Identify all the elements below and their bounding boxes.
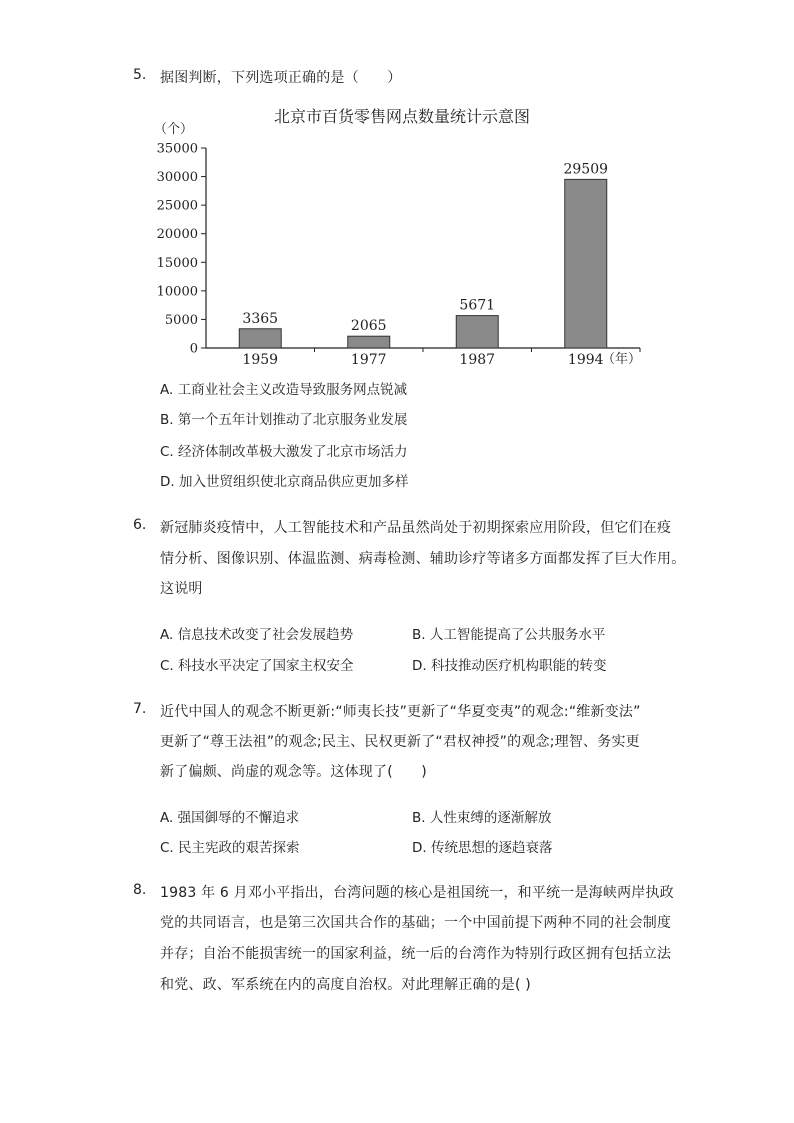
- option-d: D. 科技推动医疗机构职能的转变: [412, 658, 607, 674]
- question-line: 更新了“尊王法祖”的观念;民主、民权更新了“君权神授”的观念;理智、务实更: [160, 734, 640, 750]
- y-tick-label: 10000: [156, 284, 198, 300]
- question-line: 和党、政、军系统在内的高度自治权。对此理解正确的是( ): [160, 977, 531, 993]
- x-tick-label: 1994: [567, 352, 604, 368]
- question-number: 6.: [133, 517, 147, 533]
- bar: [456, 316, 498, 348]
- option-c: C. 民主宪政的艰苦探索: [160, 840, 300, 856]
- chart-title: 北京市百货零售网点数量统计示意图: [273, 107, 531, 126]
- y-axis-unit: （个）: [154, 122, 194, 137]
- question-stem: 据图判断，下列选项正确的是（ ）: [160, 70, 402, 86]
- option-d: D. 加入世贸组织使北京商品供应更加多样: [160, 474, 409, 490]
- option-b: B. 人性束缚的逐渐解放: [412, 810, 552, 826]
- option-a: A. 强国御辱的不懈追求: [160, 810, 300, 826]
- data-label: 5671: [459, 297, 496, 314]
- question-line: 近代中国人的观念不断更新:“师夷长技”更新了“华夏变夷”的观念:“维新变法”: [160, 704, 641, 720]
- bar: [348, 336, 390, 348]
- option-c: C. 科技水平决定了国家主权安全: [160, 658, 354, 674]
- data-label: 29509: [563, 161, 609, 178]
- y-tick-label: 0: [189, 341, 198, 357]
- x-tick-label: 1977: [350, 352, 387, 368]
- y-tick-label: 20000: [156, 227, 198, 243]
- option-a: A. 信息技术改变了社会发展趋势: [160, 627, 354, 643]
- data-labels: [242, 161, 608, 334]
- data-label: 2065: [350, 318, 387, 335]
- question-line: 这说明: [160, 581, 203, 597]
- question-line: 1983 年 6 月邓小平指出，台湾问题的核心是祖国统一，和平统一是海峡两岸执政: [160, 885, 674, 901]
- option-d: D. 传统思想的逐趋衰落: [412, 840, 553, 856]
- bar-chart: [140, 100, 660, 372]
- question-line: 新冠肺炎疫情中，人工智能技术和产品虽然尚处于初期探索应用阶段，但它们在疫: [160, 520, 672, 536]
- question-number: 5.: [133, 67, 147, 83]
- question-line: 并存；自治不能损害统一的国家利益，统一后的台湾作为特别行政区拥有包括立法: [160, 946, 672, 962]
- question-line: 情分析、图像识别、体温监测、病毒检测、辅助诊疗等诸多方面都发挥了巨大作用。: [160, 551, 686, 567]
- y-tick-label: 30000: [156, 170, 198, 186]
- bar: [565, 179, 607, 348]
- chart-bars: [239, 179, 607, 348]
- y-tick-label: 25000: [156, 198, 198, 214]
- x-axis-unit: （年）: [602, 352, 642, 367]
- x-ticks: [242, 348, 640, 368]
- y-tick-label: 35000: [156, 141, 198, 157]
- bar: [239, 329, 281, 348]
- y-ticks: [157, 142, 206, 357]
- question-line: 新了偏颇、尚虚的观念等。这体现了( ): [160, 764, 427, 780]
- question-number: 7.: [133, 701, 147, 717]
- data-label: 3365: [242, 310, 279, 327]
- y-tick-label: 5000: [164, 312, 198, 328]
- option-a: A. 工商业社会主义改造导致服务网点锐减: [160, 382, 408, 398]
- option-b: B. 人工智能提高了公共服务水平: [412, 627, 606, 643]
- question-number: 8.: [133, 882, 147, 898]
- question-line: 党的共同语言，也是第三次国共合作的基础；一个中国前提下两种不同的社会制度: [160, 915, 672, 931]
- option-c: C. 经济体制改革极大激发了北京市场活力: [160, 444, 408, 460]
- x-tick-label: 1959: [242, 352, 279, 368]
- y-tick-label: 15000: [156, 255, 198, 271]
- option-b: B. 第一个五年计划推动了北京服务业发展: [160, 412, 408, 428]
- x-tick-label: 1987: [459, 352, 496, 368]
